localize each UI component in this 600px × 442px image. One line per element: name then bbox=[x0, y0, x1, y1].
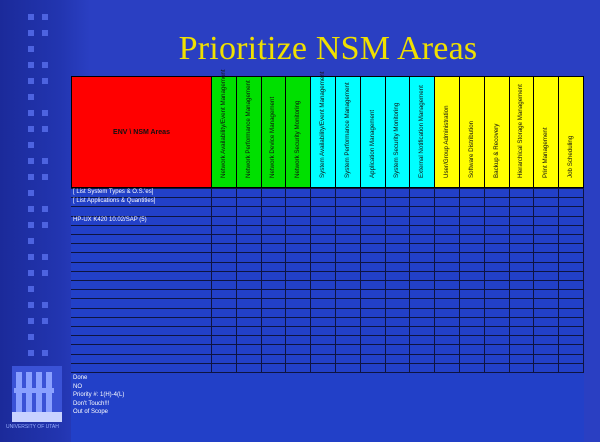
bullet-square bbox=[42, 174, 48, 180]
column-header bbox=[485, 76, 510, 188]
bullet-square bbox=[28, 254, 34, 260]
bullet-square bbox=[28, 142, 34, 148]
bullet-square bbox=[42, 62, 48, 68]
grid-hline bbox=[71, 326, 584, 327]
bullet-square bbox=[28, 46, 34, 52]
bullet-square bbox=[42, 78, 48, 84]
column-header-label: System Performance Management bbox=[343, 81, 351, 178]
column-header bbox=[262, 76, 287, 188]
column-header bbox=[336, 76, 361, 188]
grid-hline bbox=[71, 335, 584, 336]
column-header-label: External Notification Management bbox=[418, 84, 426, 178]
decorative-bullets bbox=[0, 0, 66, 360]
column-header bbox=[534, 76, 559, 188]
row-label: [ List System Types & O.S.'es] bbox=[73, 189, 154, 195]
grid-hline bbox=[71, 289, 584, 290]
bullet-square bbox=[42, 158, 48, 164]
bullet-square bbox=[28, 286, 34, 292]
bullet-square bbox=[42, 30, 48, 36]
row-label: [ List Applications & Quantities] bbox=[73, 198, 156, 205]
grid-hline bbox=[71, 308, 584, 309]
bullet-square bbox=[28, 110, 34, 116]
grid-hline bbox=[71, 298, 584, 299]
env-header: ENV \ NSM Areas bbox=[71, 76, 212, 188]
column-header bbox=[435, 76, 460, 188]
legend-item: Done bbox=[73, 375, 88, 381]
bullet-square bbox=[28, 94, 34, 100]
bullet-square bbox=[28, 270, 34, 276]
bullet-square bbox=[28, 78, 34, 84]
bullet-square bbox=[28, 30, 34, 36]
column-header bbox=[510, 76, 535, 188]
slide-title: Prioritize NSM Areas bbox=[178, 30, 478, 67]
grid-hline bbox=[71, 317, 584, 318]
legend-item: Out of Scope bbox=[73, 409, 109, 415]
column-header-label: Network Availability/Event Management bbox=[219, 68, 227, 178]
bullet-square bbox=[28, 350, 34, 356]
university-logo-icon bbox=[12, 366, 62, 422]
column-header bbox=[286, 76, 311, 188]
grid-hline bbox=[71, 280, 584, 281]
column-header bbox=[361, 76, 386, 188]
bullet-square bbox=[28, 126, 34, 132]
grid-hline bbox=[71, 206, 584, 207]
bullet-square bbox=[28, 222, 34, 228]
column-header-label: Application Management bbox=[368, 109, 376, 178]
grid-hline bbox=[71, 234, 584, 235]
bullet-square bbox=[42, 270, 48, 276]
grid-hline bbox=[71, 344, 584, 345]
column-header bbox=[386, 76, 411, 188]
priority-grid bbox=[71, 68, 584, 442]
column-header-label: Print Management bbox=[542, 126, 550, 178]
bullet-square bbox=[42, 222, 48, 228]
bullet-square bbox=[42, 350, 48, 356]
bullet-square bbox=[28, 206, 34, 212]
bullet-square bbox=[28, 190, 34, 196]
bullet-square bbox=[28, 334, 34, 340]
column-header bbox=[460, 76, 485, 188]
column-header bbox=[311, 70, 336, 188]
column-header bbox=[410, 76, 435, 188]
column-header bbox=[212, 68, 237, 188]
grid-hline bbox=[71, 271, 584, 272]
bullet-square bbox=[42, 110, 48, 116]
legend-item: NO bbox=[73, 383, 82, 390]
bullet-square bbox=[28, 318, 34, 324]
grid-hline bbox=[71, 243, 584, 244]
bullet-square bbox=[28, 302, 34, 308]
bullet-square bbox=[28, 238, 34, 244]
column-header-label: Job Scheduling bbox=[566, 135, 574, 178]
column-header-label: System Security Monitoring bbox=[393, 102, 401, 178]
bullet-square bbox=[28, 14, 34, 20]
column-header-label: Software Distribution bbox=[467, 120, 475, 178]
legend-item: Don't Touch!!! bbox=[73, 400, 110, 407]
grid-hline bbox=[71, 262, 584, 263]
grid-hline bbox=[71, 216, 584, 217]
column-header bbox=[559, 76, 584, 188]
legend-item: Priority #: 1(H)-4(L) bbox=[73, 392, 125, 398]
grid-hline bbox=[71, 252, 584, 253]
bullet-square bbox=[42, 318, 48, 324]
bullet-square bbox=[28, 62, 34, 68]
bullet-square bbox=[42, 126, 48, 132]
grid-hline bbox=[71, 354, 584, 355]
bullet-square bbox=[28, 174, 34, 180]
logo-caption: UNIVERSITY OF UTAH bbox=[6, 424, 59, 430]
bullet-square bbox=[42, 14, 48, 20]
column-header-label: Network Device Management bbox=[269, 96, 277, 178]
column-header-label: Network Performance Management bbox=[244, 79, 252, 178]
column-header-label: Hierarchical Storage Management bbox=[517, 83, 525, 178]
bullet-square bbox=[42, 206, 48, 212]
column-header-label: Backup & Recovery bbox=[492, 123, 500, 178]
grid-hline bbox=[71, 363, 584, 364]
column-header-label: Network Security Monitoring bbox=[294, 100, 302, 178]
grid-hline bbox=[71, 225, 584, 226]
row-label: HP-UX K420 10.02/SAP (5) bbox=[73, 216, 147, 223]
bullet-square bbox=[42, 254, 48, 260]
column-header bbox=[237, 76, 262, 188]
column-header-label: User/Group Administration bbox=[442, 104, 450, 178]
column-header-label: System Availability/Event Management bbox=[318, 70, 326, 178]
bullet-square bbox=[28, 158, 34, 164]
bullet-square bbox=[42, 302, 48, 308]
legend bbox=[71, 372, 584, 441]
